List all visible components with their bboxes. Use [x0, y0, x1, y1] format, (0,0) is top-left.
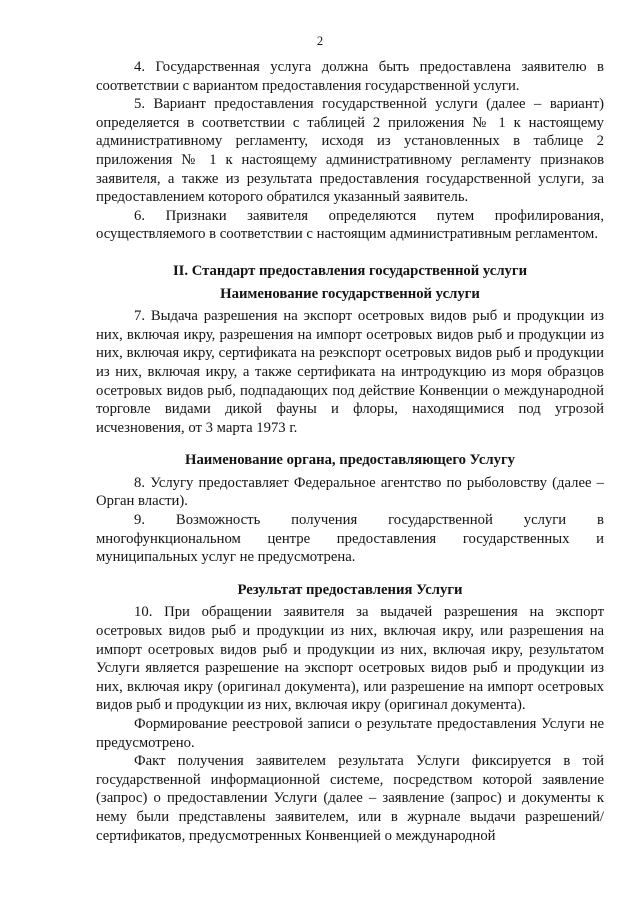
paragraph-8: 8. Услугу предоставляет Федеральное агентство по рыболовству (далее – Орган власти).: [96, 474, 604, 510]
section-heading-standard: II. Стандарт предоставления государственной услуги: [172, 262, 528, 279]
subheading-organ-name: Наименование органа, предоставляющего Услугу: [185, 452, 515, 469]
paragraph-7: 7. Выдача разрешения на экспорт осетровых видов рыб и продукции из них, включая икру, разрешения на импорт осетровых видов рыб и продукции из них, включая икру, сертификата на реэкспорт осетровых видов рыб и продукции из них, включая икру, а также сертификата на интродукцию из моря образцов осетровых видов рыб, подпадающих под действие Конвенции о международной торговле видами дикой фауны и флоры, находящимися под угрозой исчезновения, от 3 марта 1973 г.: [96, 308, 604, 436]
paragraph-6: 6. Признаки заявителя определяются путем профилирования, осуществляемого в соответствии с настоящим административным регламентом.: [96, 207, 604, 243]
paragraph-4: 4. Государственная услуга должна быть предоставлена заявителю в соответствии с вариантом предоставления государственной услуги.: [96, 59, 604, 94]
paragraph-9: 9. Возможность получения государственной услуги в многофункциональном центре предоставления государственных и муниципальных услуг не предусмотрена.: [96, 512, 604, 566]
page-number: 2: [316, 34, 324, 48]
paragraph-5: 5. Вариант предоставления государственной услуги (далее – вариант) определяется в соответствии с таблицей 2 приложения № 1 к настоящему административному регламенту, исходя из установленных в таблице 2 приложения № 1 к настоящему административному регламенту признаков заявителя, а также из результата предоставления государственной услуги, за предоставлением которого обратился указанный заявитель.: [96, 96, 604, 206]
subheading-result: Результат предоставления Услуги: [237, 581, 463, 598]
subheading-service-name: Наименование государственной услуги: [220, 285, 480, 302]
paragraph-10-registry: Формирование реестровой записи о результате предоставления Услуги не предусмотрено.: [96, 716, 604, 751]
paragraph-10: 10. При обращении заявителя за выдачей разрешения на экспорт осетровых видов рыб и продукции из них, включая икру, или разрешения на импорт осетровых видов рыб и продукции из них, включая икру, результатом Услуги является разрешение на экспорт осетровых видов рыб и продукции из них, включая икру (оригинал документа), или разрешение на импорт осетровых видов рыб и продукции из них, включая икру (оригинал документа).: [96, 604, 604, 714]
document-body: [96, 58, 604, 845]
paragraph-10-receipt: Факт получения заявителем результата Услуги фиксируется в той государственной информационной системе, посредством которой заявление (запрос) о предоставлении Услуги (далее – заявление (запрос) и документы к нему были представлены заявителем, или в журнале выдачи разрешений/сертификатов, предусмотренных Конвенцией о международной: [96, 753, 604, 844]
